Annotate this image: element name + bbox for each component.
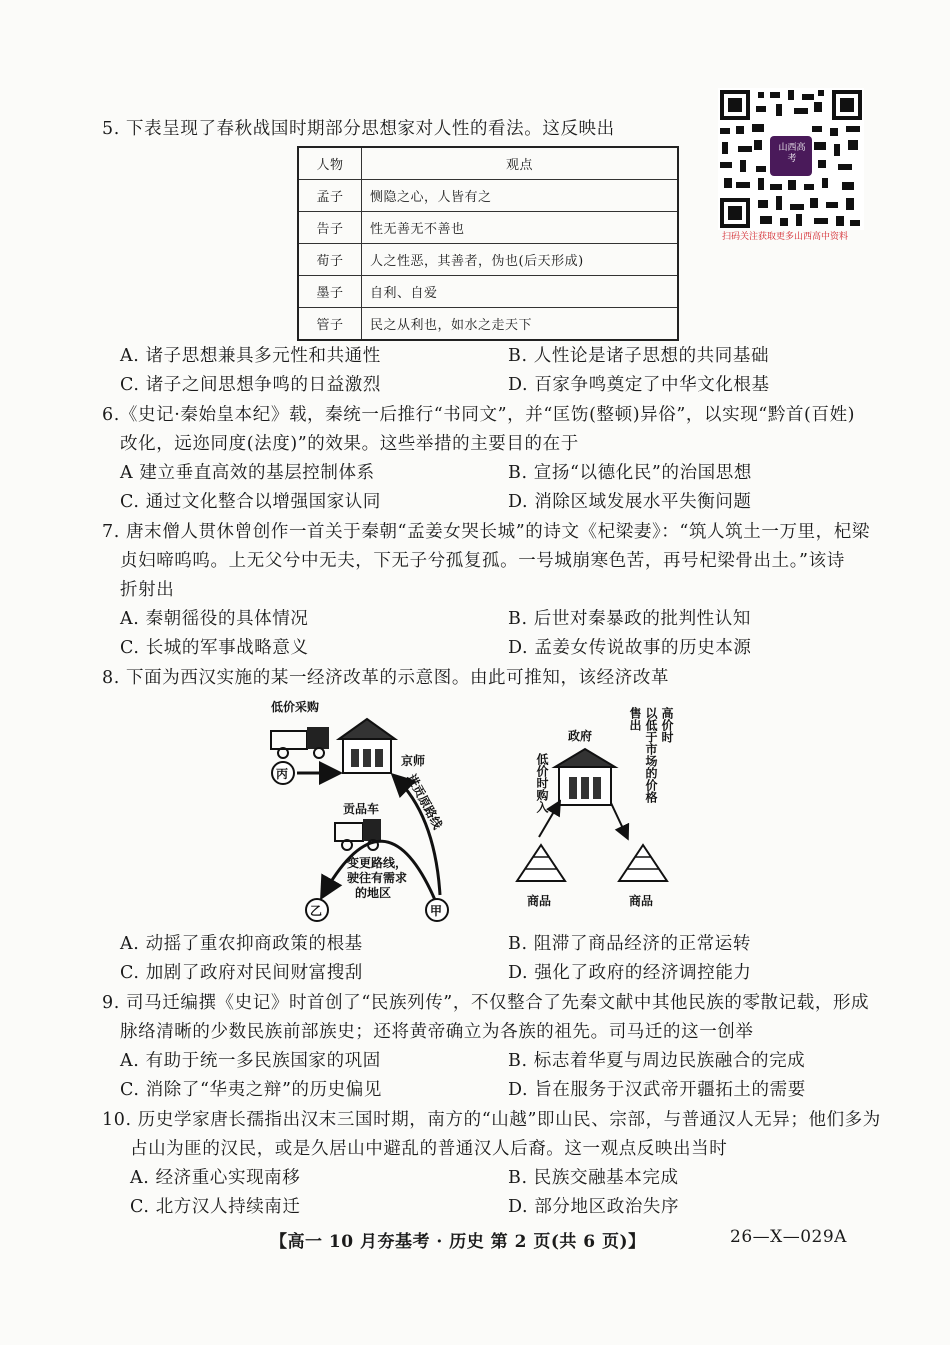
table-cell: 恻隐之心，人皆有之 <box>362 180 679 212</box>
label-change-2: 驶往有需求 <box>347 871 408 885</box>
qr-badge: 山西高考 <box>778 143 806 164</box>
label-origin: 丙 <box>276 767 289 781</box>
q5-stem: 5. 下表呈现了春秋战国时期部分思想家对人性的看法。这反映出 <box>102 119 615 139</box>
q5-option-a: A. 诸子思想兼具多元性和共通性 <box>120 346 381 366</box>
table-row <box>298 180 678 212</box>
goods-pile-icon <box>517 845 565 881</box>
table-header: 人物 <box>298 147 362 180</box>
table-row <box>298 308 678 341</box>
q6-stem-line-1: 6.《史记·秦始皇本纪》载，秦统一后推行“书同文”，并“匡饬(整顿)异俗”，以实现“黔首(百姓) <box>102 405 856 425</box>
table-header: 观点 <box>362 147 679 180</box>
table-cell: 荀子 <box>298 244 362 276</box>
q9-option-a: A. 有助于统一多民族国家的巩固 <box>120 1051 381 1071</box>
capital-building-icon <box>339 719 395 773</box>
table-cell: 墨子 <box>298 276 362 308</box>
q8-option-a: A. 动摇了重农抑商政策的根基 <box>120 934 363 954</box>
label-capital: 京师 <box>401 754 426 768</box>
q5-option-d: D. 百家争鸣奠定了中华文化根基 <box>508 375 770 395</box>
q7-stem-line-3: 折射出 <box>120 580 175 600</box>
q6-option-d: D. 消除区域发展水平失衡问题 <box>508 492 752 512</box>
q5-option-b: B. 人性论是诸子思想的共同基础 <box>508 346 770 366</box>
q8-stem: 8. 下面为西汉实施的某一经济改革的示意图。由此可推知，该经济改革 <box>102 668 670 688</box>
q9-stem-line-2: 脉络清晰的少数民族前部族史；还将黄帝确立为各族的祖先。司马迁的这一创举 <box>120 1022 754 1042</box>
q5-table <box>297 146 679 341</box>
table-cell: 管子 <box>298 308 362 341</box>
table-header-row <box>298 147 678 180</box>
merchant-cart-icon <box>271 727 329 758</box>
label-buy-low: 低价采购 <box>271 700 320 714</box>
q10-stem-line-2: 占山为匪的汉民，或是久居山中避乱的普通汉人后裔。这一观点反映出当时 <box>130 1139 728 1159</box>
q9-option-b: B. 标志着华夏与周边民族融合的完成 <box>508 1051 806 1071</box>
q9-option-c: C. 消除了“华夷之辩”的历史偏见 <box>120 1080 382 1100</box>
label-change-3: 的地区 <box>355 886 392 900</box>
q7-stem-line-1: 7. 唐末僧人贯休曾创作一首关于秦朝“孟姜女哭长城”的诗文《杞梁妻》：“筑人筑土一万里，杞梁 <box>102 522 870 542</box>
label-gov: 政府 <box>568 729 593 743</box>
qr-caption: 扫码关注获取更多山西高中资料 <box>722 232 849 242</box>
q6-option-c: C. 通过文化整合以增强国家认同 <box>120 492 381 512</box>
label-change-1: 变更路线， <box>347 856 408 870</box>
q8-option-c: C. 加剧了政府对民间财富搜刮 <box>120 963 363 983</box>
q5-option-c: C. 诸子之间思想争鸣的日益激烈 <box>120 375 381 395</box>
q7-option-a: A. 秦朝徭役的具体情况 <box>120 609 309 629</box>
page-footer-code: 26—X—029A <box>730 1227 847 1247</box>
label-goods-right: 商品 <box>629 894 654 908</box>
label-sell-c: 高价时 <box>660 707 674 743</box>
q6-stem-line-2: 改化，远迩同度(法度)”的效果。这些举措的主要目的在于 <box>120 434 579 454</box>
q10-option-d: D. 部分地区政治失序 <box>508 1197 680 1217</box>
government-building-icon <box>555 749 615 805</box>
table-row <box>298 244 678 276</box>
q7-stem-line-2: 贞妇啼呜呜。上无父兮中无夫，下无子兮孤复孤。一号城崩寒色苦，再号杞梁骨出土。”该诗 <box>120 551 845 571</box>
goods-pile-icon <box>619 845 667 881</box>
q7-option-c: C. 长城的军事战略意义 <box>120 638 309 658</box>
arrow-sell <box>611 803 627 837</box>
label-buy: 低价时购入 <box>535 753 549 813</box>
q8-diagram <box>255 695 685 930</box>
table-cell: 民之从利也，如水之走天下 <box>362 308 679 341</box>
q8-option-b: B. 阻滞了商品经济的正常运转 <box>508 934 751 954</box>
q10-stem-line-1: 10. 历史学家唐长孺指出汉末三国时期，南方的“山越”即山民、宗部，与普通汉人无异；他们多为 <box>102 1110 881 1130</box>
tribute-cart-icon <box>335 819 381 850</box>
table-cell: 自利、自爱 <box>362 276 679 308</box>
table-cell: 人之性恶，其善者，伪也(后天形成) <box>362 244 679 276</box>
label-cart: 贡品车 <box>343 802 380 816</box>
table-row <box>298 212 678 244</box>
q7-option-b: B. 后世对秦暴政的批判性认知 <box>508 609 751 629</box>
q6-option-b: B. 宣扬“以德化民”的治国思想 <box>508 463 752 483</box>
table-cell: 孟子 <box>298 180 362 212</box>
q8-option-d: D. 强化了政府的经济调控能力 <box>508 963 752 983</box>
label-from: 甲 <box>430 904 443 918</box>
table-row <box>298 276 678 308</box>
q10-option-c: C. 北方汉人持续南迁 <box>130 1197 301 1217</box>
label-route: 进贡原路线 <box>404 771 445 832</box>
q9-stem-line-1: 9. 司马迁编撰《史记》时首创了“民族列传”，不仅整合了先秦文献中其他民族的零散记载，形成 <box>102 993 870 1013</box>
q10-option-a: A. 经济重心实现南移 <box>130 1168 301 1188</box>
table-cell: 性无善无不善也 <box>362 212 679 244</box>
label-to: 乙 <box>310 904 323 918</box>
page-footer-title: 【高一 10 月夯基考 · 历史 第 2 页(共 6 页)】 <box>270 1232 646 1252</box>
q10-option-b: B. 民族交融基本完成 <box>508 1168 679 1188</box>
table-cell: 告子 <box>298 212 362 244</box>
label-sell-a: 售出 <box>628 707 642 731</box>
q6-option-a: A 建立垂直高效的基层控制体系 <box>120 463 375 483</box>
label-sell-b: 以低于市场的价格 <box>644 707 658 803</box>
q7-option-d: D. 孟姜女传说故事的历史本源 <box>508 638 752 658</box>
q9-option-d: D. 旨在服务于汉武帝开疆拓土的需要 <box>508 1080 806 1100</box>
label-goods-left: 商品 <box>527 894 552 908</box>
